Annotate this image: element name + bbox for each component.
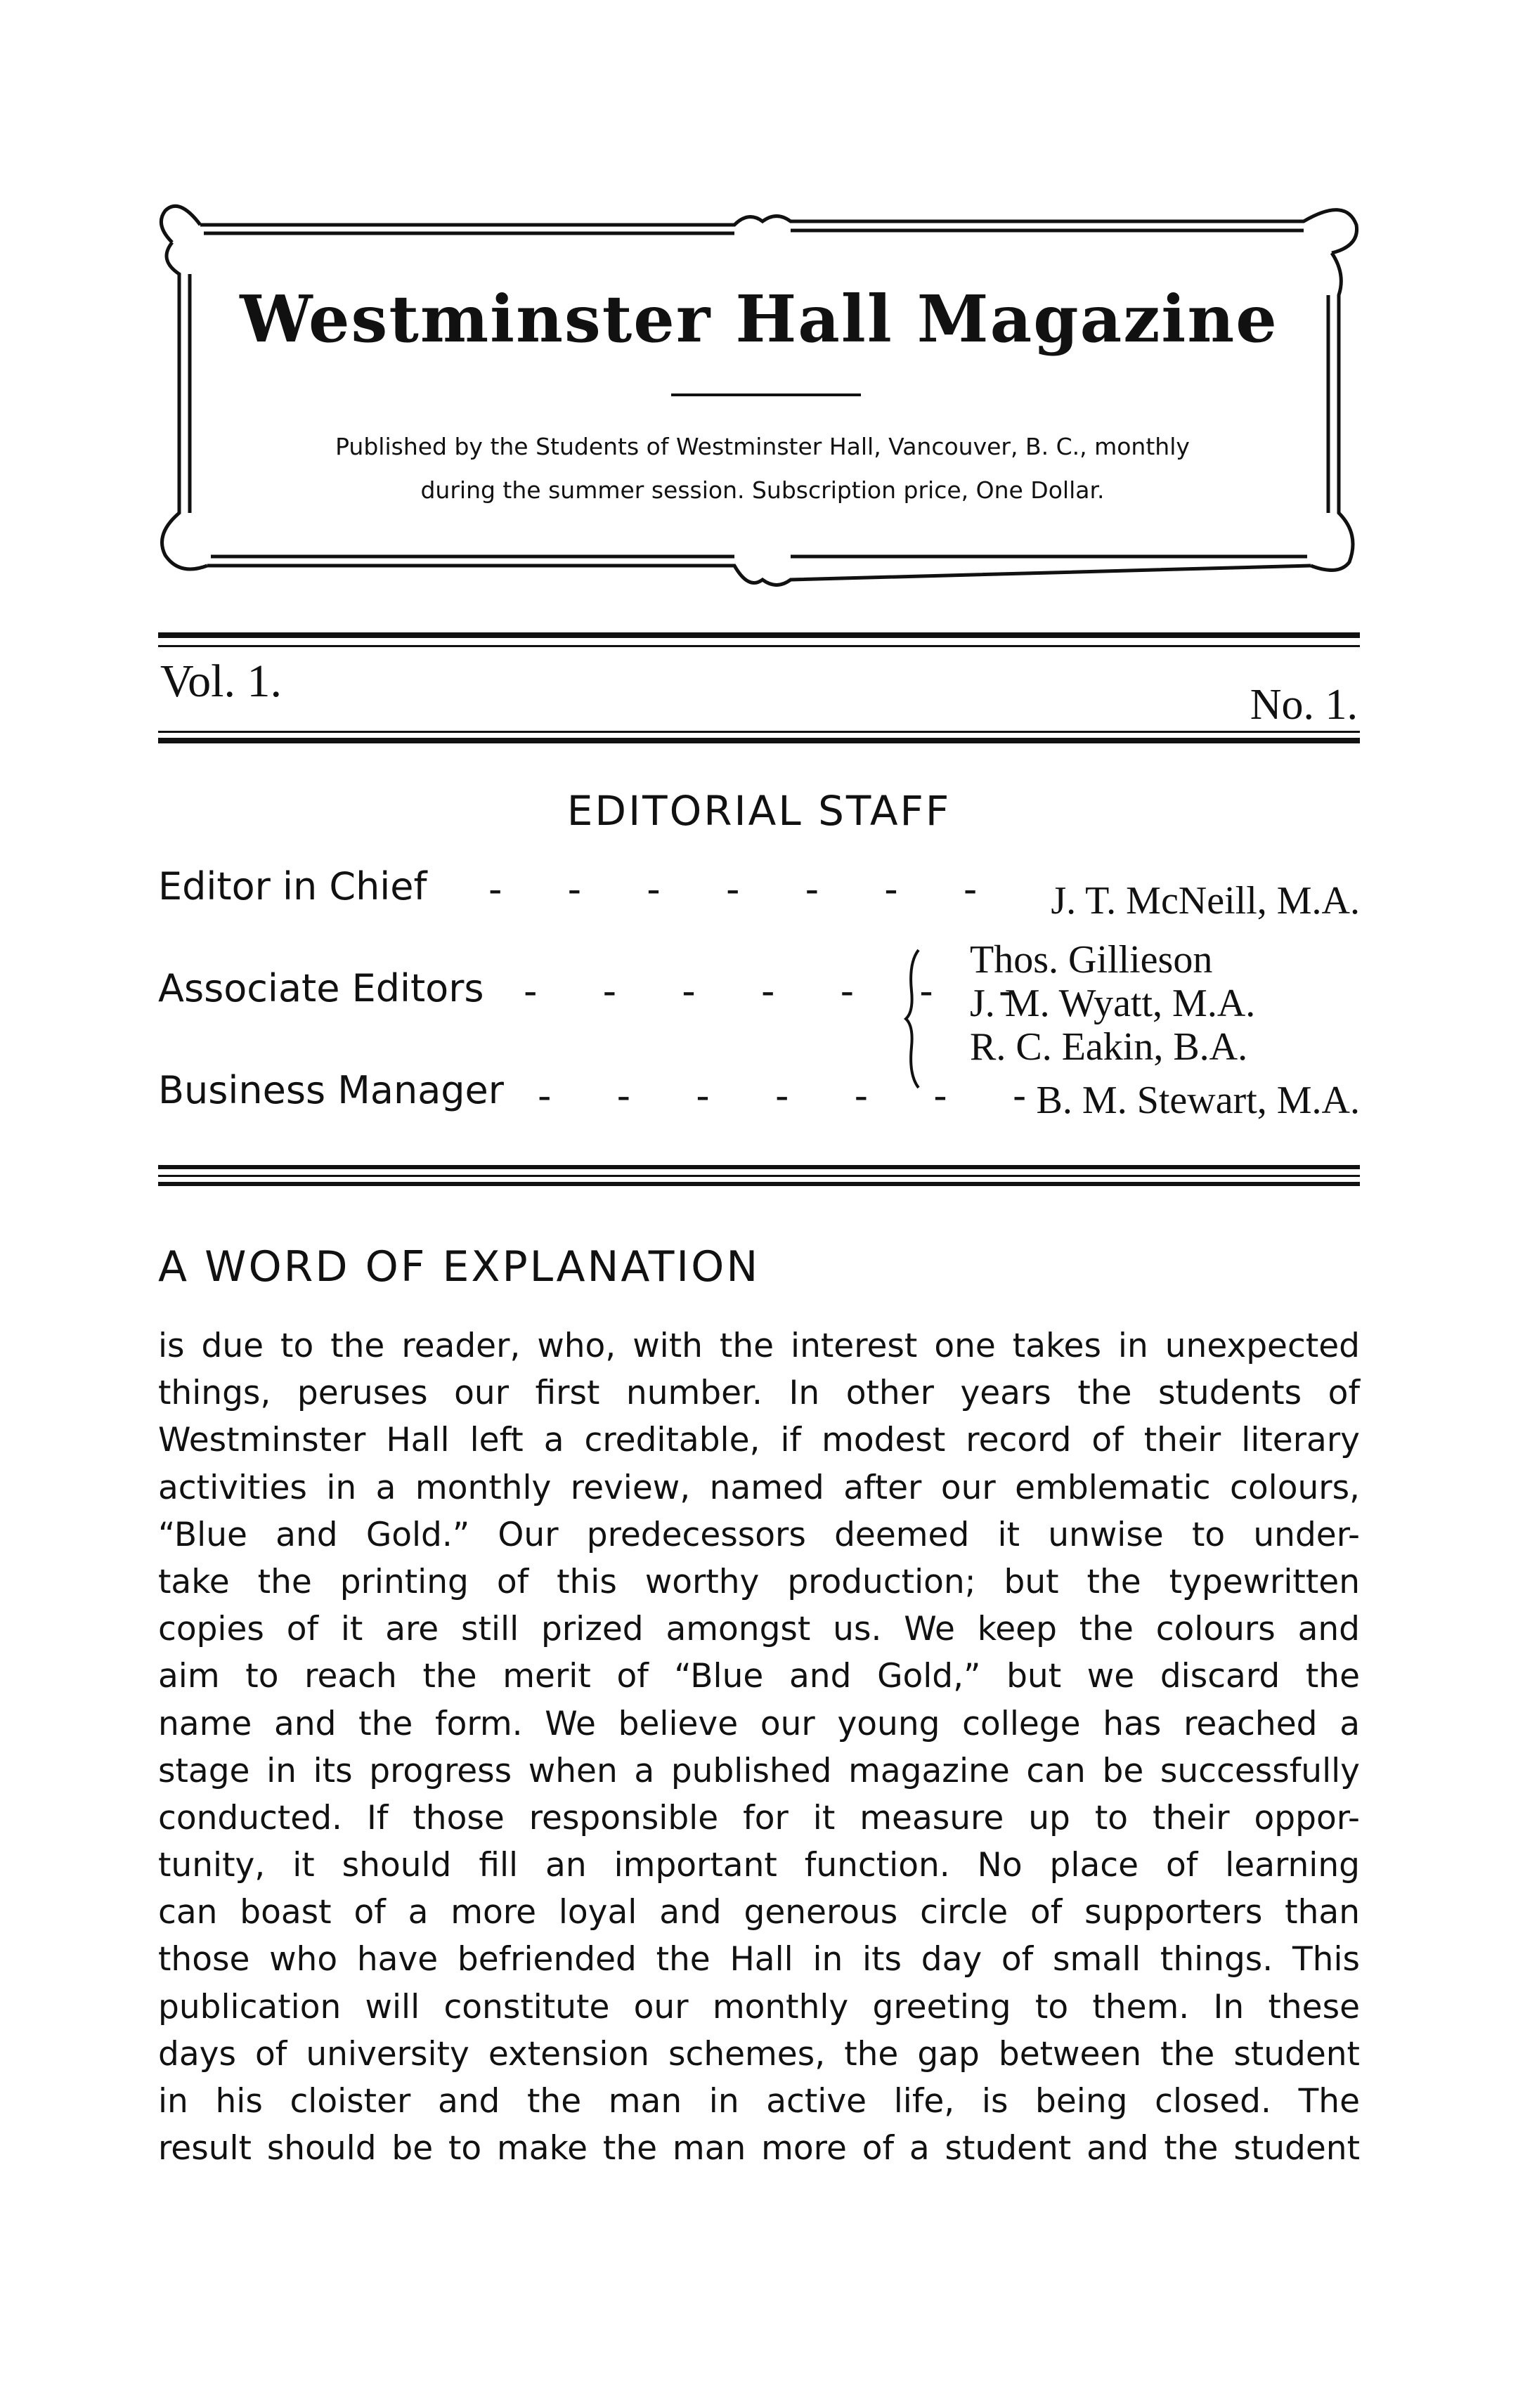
article-line: Westminster Hall left a creditable, if modest record of their literary [158, 1421, 1360, 1460]
staff-row-editor-in-chief [158, 864, 1360, 928]
article-line: result should be to make the man more of a student and the student [158, 2129, 1360, 2168]
article-line: stage in its progress when a published magazine can be successfully [158, 1751, 1360, 1790]
article-line: things, peruses our first number. In other years the students of [158, 1374, 1360, 1413]
title-divider [671, 393, 861, 396]
staff-role: Business Manager [158, 1068, 504, 1112]
staff-name: J. T. McNeill, M.A. [1051, 879, 1360, 923]
article-line: publication will constitute our monthly greeting to them. In these [158, 1987, 1360, 2026]
band-rule-top-thin [158, 645, 1360, 647]
article-line: activities in a monthly review, named after our emblematic colours, [158, 1468, 1360, 1507]
ornamental-border [151, 183, 1367, 618]
associate-editor-name: J. M. Wyatt, M.A. [970, 982, 1256, 1025]
staff-role: Associate Editors [158, 966, 484, 1010]
section-rule-1 [158, 1165, 1360, 1169]
volume-label: Vol. 1. [160, 656, 282, 707]
dash-leader: - - - - - - - [538, 1074, 1053, 1118]
staff-role: Editor in Chief [158, 864, 427, 909]
article-line: days of university extension schemes, the gap between the student [158, 2034, 1360, 2074]
section-rule-3 [158, 1182, 1360, 1186]
band-rule-bottom-thin [158, 731, 1360, 733]
band-rule-top [158, 632, 1360, 638]
staff-name: B. M. Stewart, M.A. [1036, 1079, 1360, 1122]
article-body [158, 1322, 1360, 2172]
article-line: name and the form. We believe our young college has reached a [158, 1704, 1360, 1743]
publication-line-1: Published by the Students of Westminster Hall, Vancouver, B. C., monthly [335, 433, 1190, 460]
article-line: those who have befriended the Hall in its day of small things. This [158, 1940, 1360, 1979]
article-line: “Blue and Gold.” Our predecessors deemed it unwise to under- [158, 1515, 1360, 1554]
dash-leader: - - - - - - - [488, 867, 1004, 911]
masthead-frame [151, 183, 1367, 618]
article-line: aim to reach the merit of “Blue and Gold,” but we discard the [158, 1657, 1360, 1696]
article-line: is due to the reader, who, with the interest one takes in unexpected [158, 1327, 1360, 1365]
staff-heading: EDITORIAL STAFF [566, 787, 952, 835]
article-line: can boast of a more loyal and generous circle of supporters than [158, 1893, 1360, 1932]
associate-editor-name: Thos. Gillieson [970, 938, 1213, 982]
dash-leader: - - - - - - - [524, 969, 1039, 1013]
article-line: in his cloister and the man in active life, is being closed. The [158, 2082, 1360, 2121]
article-title: A WORD OF EXPLANATION [158, 1242, 760, 1291]
associate-editor-name: R. C. Eakin, B.A. [970, 1025, 1248, 1069]
staff-row-business-manager [158, 1068, 1360, 1131]
publication-info [257, 425, 1269, 512]
issue-number: No. 1. [1250, 681, 1358, 729]
magazine-title: Westminster Hall Magazine [240, 281, 1278, 357]
article-line: conducted. If those responsible for it measure up to their oppor- [158, 1798, 1360, 1837]
section-rule-2 [158, 1175, 1360, 1177]
publication-line-2: during the summer session. Subscription price, One Dollar. [420, 476, 1105, 504]
article-line: tunity, it should fill an important function. No place of learning [158, 1846, 1360, 1885]
article-line: copies of it are still prized amongst us. We keep the colours and [158, 1610, 1360, 1649]
band-rule-bottom [158, 738, 1360, 743]
article-line: take the printing of this worthy production; but the typewritten [158, 1562, 1360, 1601]
associate-editor-names [970, 938, 1255, 1069]
